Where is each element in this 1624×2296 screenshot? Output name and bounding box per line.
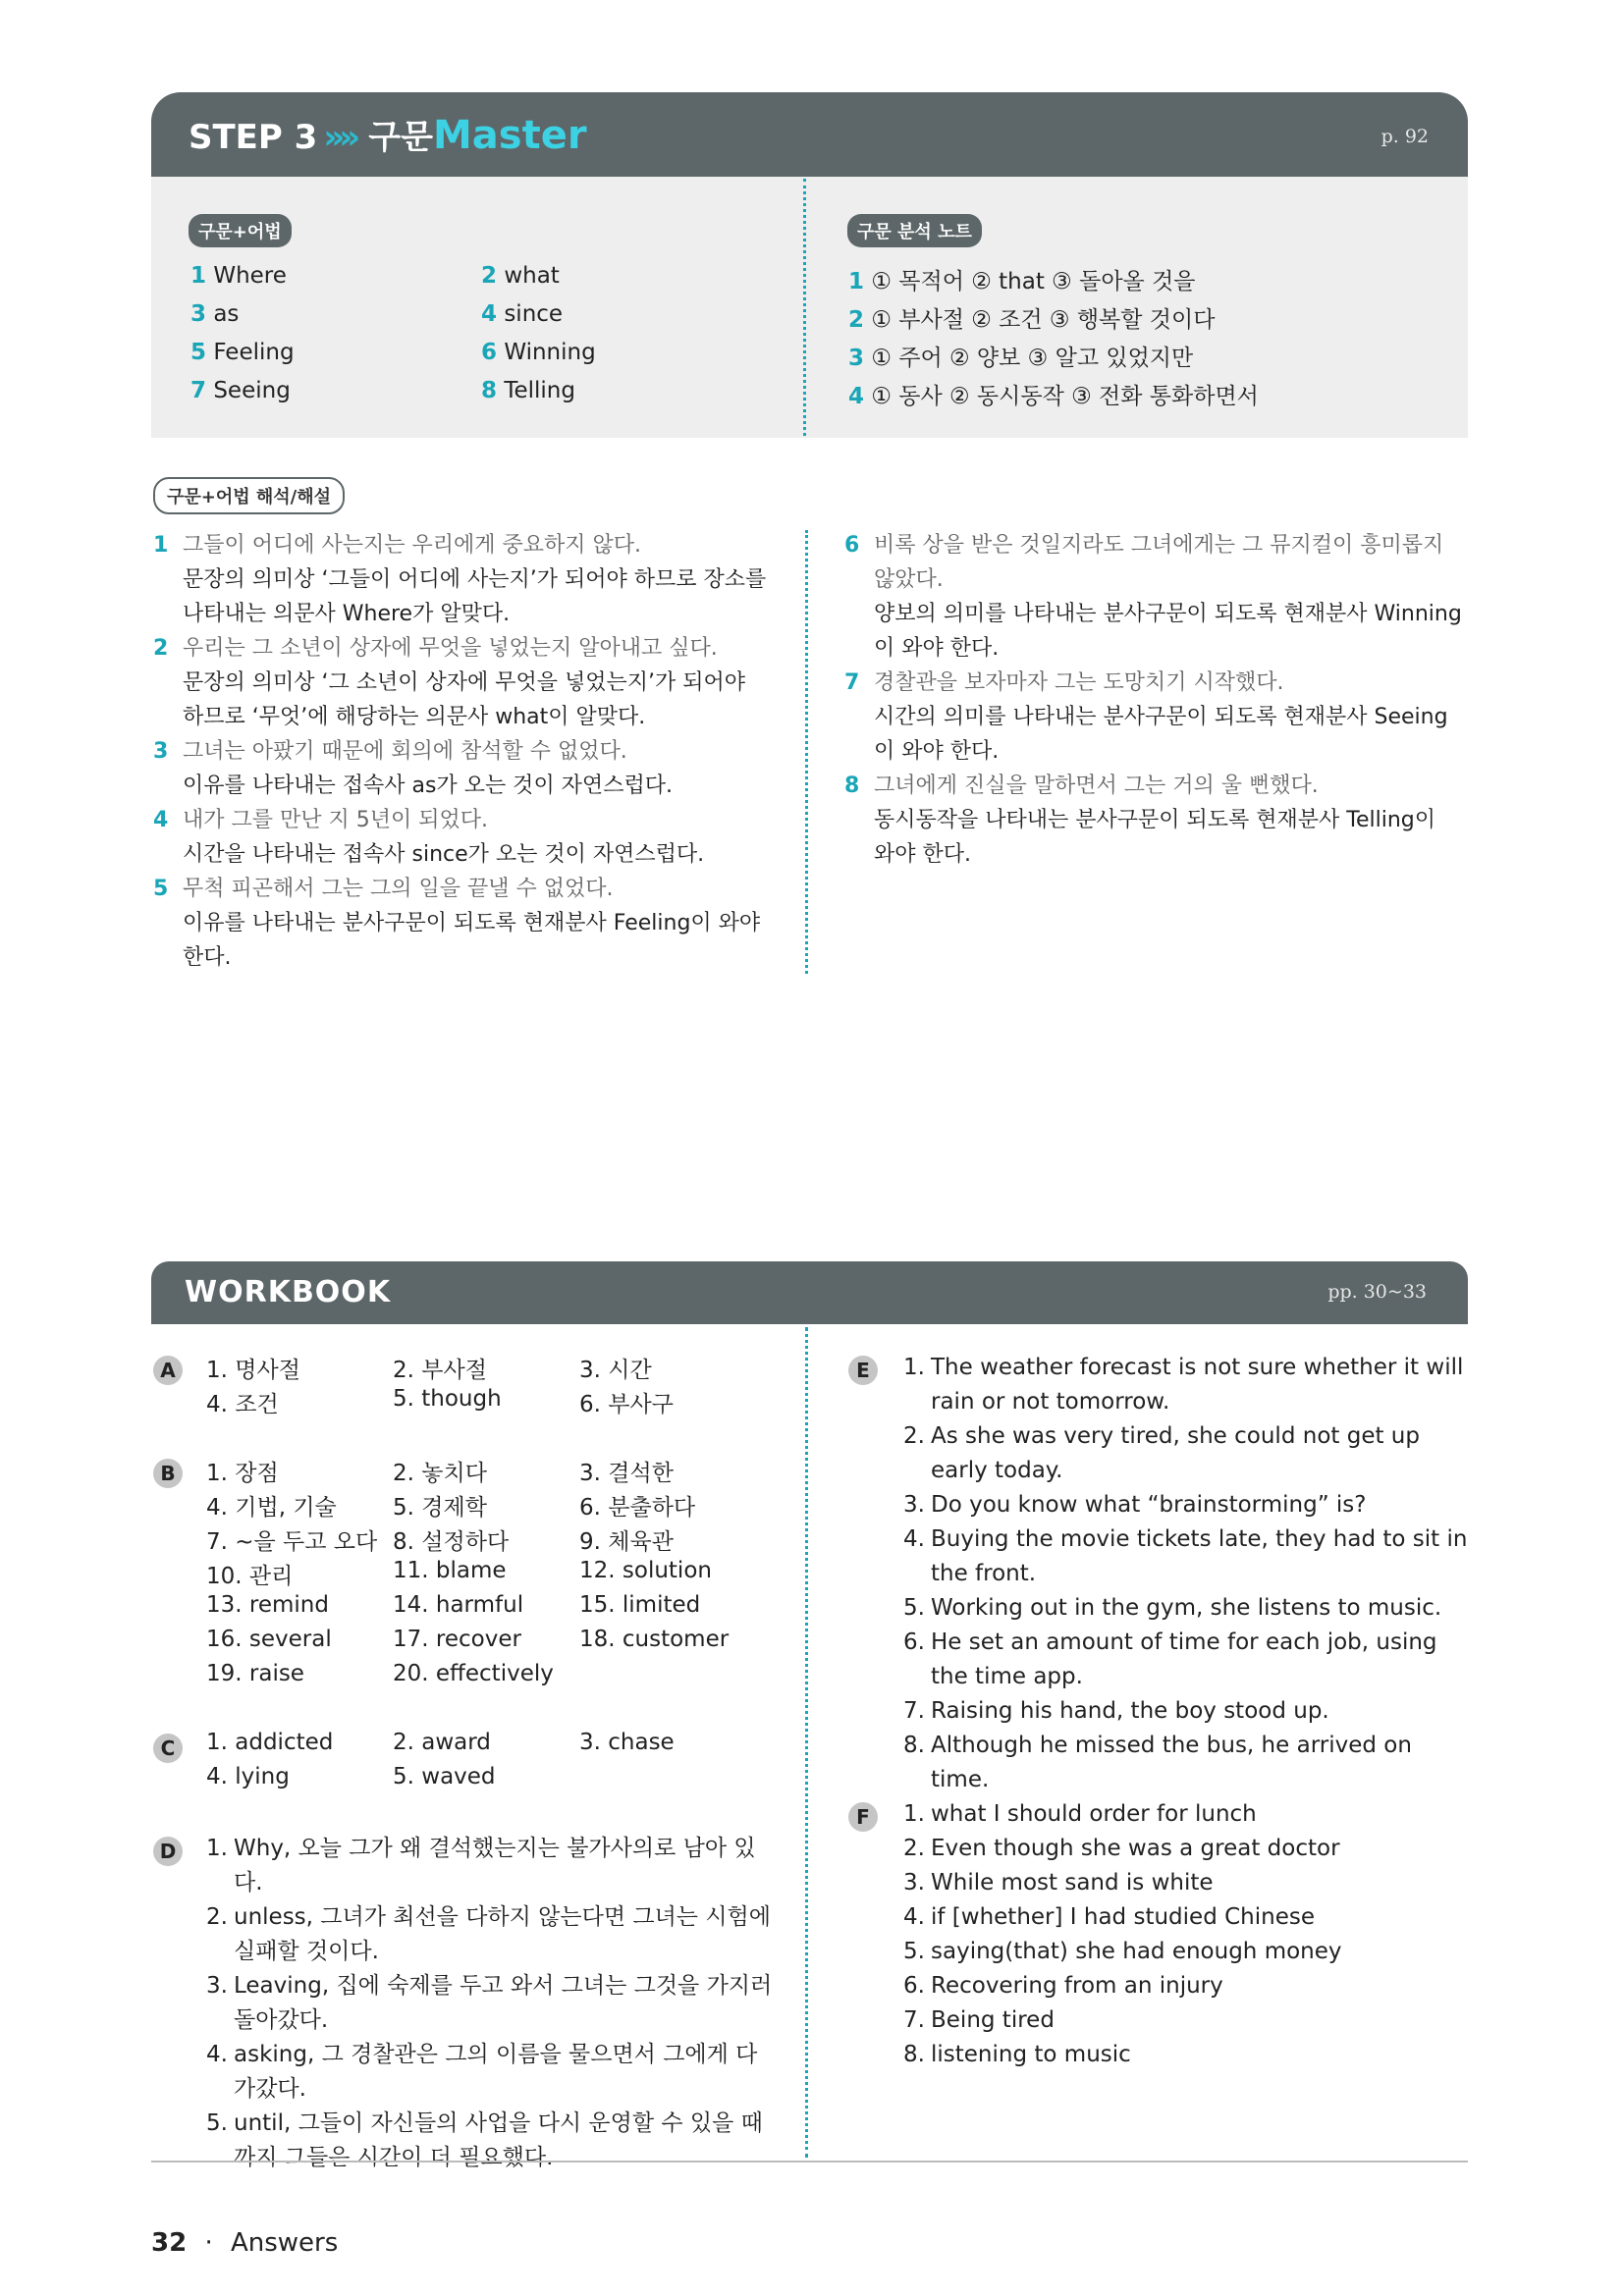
list-item: 3. While most sand is white: [903, 1870, 1214, 1896]
workbook-divider: [805, 1327, 808, 2158]
explanation-item: 5 무척 피곤해서 그는 그의 일을 끝낼 수 없었다. 이유를 나타내는 분사구문이 되도록 현재분사 Feeling이 와야 한다.: [153, 877, 761, 970]
grid-cell: 2. 부사절: [393, 1358, 487, 1383]
footer-divider: [151, 2161, 1468, 2163]
grid-cell: 3. 결석한: [579, 1461, 674, 1486]
list-item: 7. Being tired: [903, 2007, 1055, 2033]
list-item: 1. The weather forecast is not sure whether it will rain or not tomorrow.: [903, 1355, 1464, 1415]
list-item: 5. saying(that) she had enough money: [903, 1939, 1342, 1964]
note-item: 4 ① 동사 ② 동시동작 ③ 전화 통화하면서: [848, 384, 1259, 409]
grid-cell: 12. solution: [579, 1558, 712, 1583]
list-item: 8. listening to music: [903, 2042, 1131, 2067]
list-item: 8. Although he missed the bus, he arrived on time.: [903, 1733, 1412, 1792]
section-f-badge: F: [848, 1802, 878, 1832]
answer-item: 2 what: [481, 263, 560, 289]
footer-dot: ·: [204, 2228, 213, 2258]
grid-cell: 2. award: [393, 1730, 491, 1755]
explanation-tag: 구문+어법 해석/해설: [153, 477, 345, 514]
list-item: 2. As she was very tired, she could not get up early today.: [903, 1423, 1420, 1483]
double-chevron-icon: »»: [323, 118, 355, 157]
grid-cell: 5. though: [393, 1386, 502, 1412]
answer-item: 4 since: [481, 301, 564, 327]
step-label: STEP 3: [189, 118, 318, 157]
list-item: 4. asking, 그 경찰관은 그의 이름을 물으면서 그에게 다가갔다.: [206, 2042, 758, 2102]
explanation-item: 3 그녀는 아팠기 때문에 회의에 참석할 수 없었다. 이유를 나타내는 접속사 as가 오는 것이 자연스럽다.: [153, 739, 673, 798]
answer-item: 7 Seeing: [190, 378, 291, 403]
explanation-divider: [805, 530, 808, 974]
section-d-list: [206, 1832, 776, 2175]
note-item: 3 ① 주어 ② 양보 ③ 알고 있었지만: [848, 346, 1194, 371]
grid-cell: 9. 체육관: [579, 1529, 674, 1555]
list-item: 1. what I should order for lunch: [903, 1801, 1257, 1827]
list-item: 6. He set an amount of time for each job, using the time app.: [903, 1629, 1437, 1689]
footer-label: Answers: [230, 2228, 339, 2258]
section-a-badge: A: [153, 1356, 183, 1385]
step-page-ref: p. 92: [1380, 126, 1429, 147]
workbook-title: WORKBOOK: [185, 1275, 392, 1309]
answer-item: 6 Winning: [481, 340, 596, 365]
list-item: 6. Recovering from an injury: [903, 1973, 1223, 1999]
step3-header: [151, 92, 1468, 177]
section-f-list: [903, 1797, 1468, 2072]
step3-title: [189, 110, 587, 158]
list-item: 4. Buying the movie tickets late, they had to sit in the front.: [903, 1526, 1468, 1586]
explanation-item: 1 그들이 어디에 사는지는 우리에게 중요하지 않다. 문장의 의미상 ‘그들이 어디에 사는지’가 되어야 하므로 장소를 나타내는 의문사 Where가 알맞다.: [153, 533, 767, 626]
section-e-badge: E: [848, 1356, 878, 1385]
grid-cell: 1. 장점: [206, 1461, 279, 1486]
explanation-item: 8 그녀에게 진실을 말하면서 그는 거의 울 뻔했다. 동시동작을 나타내는 분사구문이 되도록 현재분사 Telling이 와야 한다.: [844, 774, 1435, 867]
list-item: 7. Raising his hand, the boy stood up.: [903, 1698, 1329, 1724]
grid-cell: 3. chase: [579, 1730, 675, 1755]
explanation-item: 6 비록 상을 받은 것일지라도 그녀에게는 그 뮤지컬이 흥미롭지 않았다. 양보의 의미를 나타내는 분사구문이 되도록 현재분사 Winning이 와야 한다.: [844, 533, 1462, 661]
grid-cell: 16. several: [206, 1627, 332, 1652]
grid-cell: 4. 조건: [206, 1392, 279, 1417]
list-item: 4. if [whether] I had studied Chinese: [903, 1904, 1315, 1930]
list-item: 3. Leaving, 집에 숙제를 두고 와서 그녀는 그것을 가지러 돌아갔다.: [206, 1973, 773, 2033]
answer-item: 3 as: [190, 301, 240, 327]
answer-item: 1 Where: [190, 263, 287, 289]
grid-cell: 1. addicted: [206, 1730, 334, 1755]
section-e-list: [903, 1351, 1468, 1797]
explanation-right: [844, 528, 1463, 872]
section-c-badge: C: [153, 1734, 183, 1763]
answer-item: 8 Telling: [481, 378, 575, 403]
workbook-header: [151, 1261, 1468, 1324]
section-b-badge: B: [153, 1459, 183, 1488]
analysis-note-tag: 구문 분석 노트: [847, 214, 982, 247]
grid-cell: 4. 기법, 기술: [206, 1495, 337, 1521]
list-item: 1. Why, 오늘 그가 왜 결석했는지는 불가사의로 남아 있다.: [206, 1836, 756, 1896]
page-footer: [151, 2228, 338, 2258]
grid-cell: 19. raise: [206, 1661, 304, 1686]
grid-cell: 10. 관리: [206, 1564, 294, 1589]
explanation-item: 2 우리는 그 소년이 상자에 무엇을 넣었는지 알아내고 싶다. 문장의 의미상 ‘그 소년이 상자에 무엇을 넣었는지’가 되어야 하므로 ‘무엇’에 해당하는 의문사 what이 알맞다.: [153, 636, 745, 729]
grid-cell: 3. 시간: [579, 1358, 652, 1383]
grid-cell: 6. 분출하다: [579, 1495, 696, 1521]
page-number: 32: [151, 2228, 188, 2258]
grid-cell: 20. effectively: [393, 1661, 554, 1686]
note-item: 2 ① 부사절 ② 조건 ③ 행복할 것이다: [848, 307, 1216, 333]
step-title-ko: 구문: [368, 118, 433, 157]
grid-cell: 1. 명사절: [206, 1358, 300, 1383]
grid-cell: 8. 설정하다: [393, 1529, 510, 1555]
list-item: 2. Even though she was a great doctor: [903, 1836, 1340, 1861]
explanation-item: 4 내가 그를 만난 지 5년이 되었다. 시간을 나타내는 접속사 since가 오는 것이 자연스럽다.: [153, 808, 705, 867]
grid-cell: 18. customer: [579, 1627, 730, 1652]
explanation-item: 7 경찰관을 보자마자 그는 도망치기 시작했다. 시간의 의미를 나타내는 분사구문이 되도록 현재분사 Seeing이 와야 한다.: [844, 670, 1448, 764]
grid-cell: 4. lying: [206, 1764, 290, 1789]
list-item: 3. Do you know what “brainstorming” is?: [903, 1492, 1367, 1518]
grid-cell: 2. 놓치다: [393, 1461, 487, 1486]
list-item: 5. Working out in the gym, she listens to music.: [903, 1595, 1442, 1621]
grid-cell: 13. remind: [206, 1592, 329, 1618]
grid-cell: 5. waved: [393, 1764, 496, 1789]
workbook-page-ref: pp. 30~33: [1327, 1281, 1427, 1303]
list-item: 2. unless, 그녀가 최선을 다하지 않는다면 그녀는 시험에 실패할 것이다.: [206, 1904, 771, 1964]
explanation-left: [153, 528, 772, 975]
step-title-en: Master: [432, 113, 587, 158]
section-d-badge: D: [153, 1837, 183, 1866]
grid-cell: 6. 부사구: [579, 1392, 674, 1417]
grammar-tag: 구문+어법: [189, 214, 292, 247]
grid-cell: 14. harmful: [393, 1592, 524, 1618]
panel-divider: [803, 179, 806, 436]
step3-answer-panel: [151, 177, 1468, 438]
grid-cell: 11. blame: [393, 1558, 507, 1583]
grid-cell: 15. limited: [579, 1592, 701, 1618]
grid-cell: 17. recover: [393, 1627, 521, 1652]
grid-cell: 5. 경제학: [393, 1495, 487, 1521]
answer-item: 5 Feeling: [190, 340, 295, 365]
note-item: 1 ① 목적어 ② that ③ 돌아올 것을: [848, 269, 1196, 294]
grid-cell: 7. ~을 두고 오다: [206, 1529, 378, 1555]
list-item: 5. until, 그들이 자신들의 사업을 다시 운영할 수 있을 때까지 그들은 시간이 더 필요했다.: [206, 2110, 763, 2170]
